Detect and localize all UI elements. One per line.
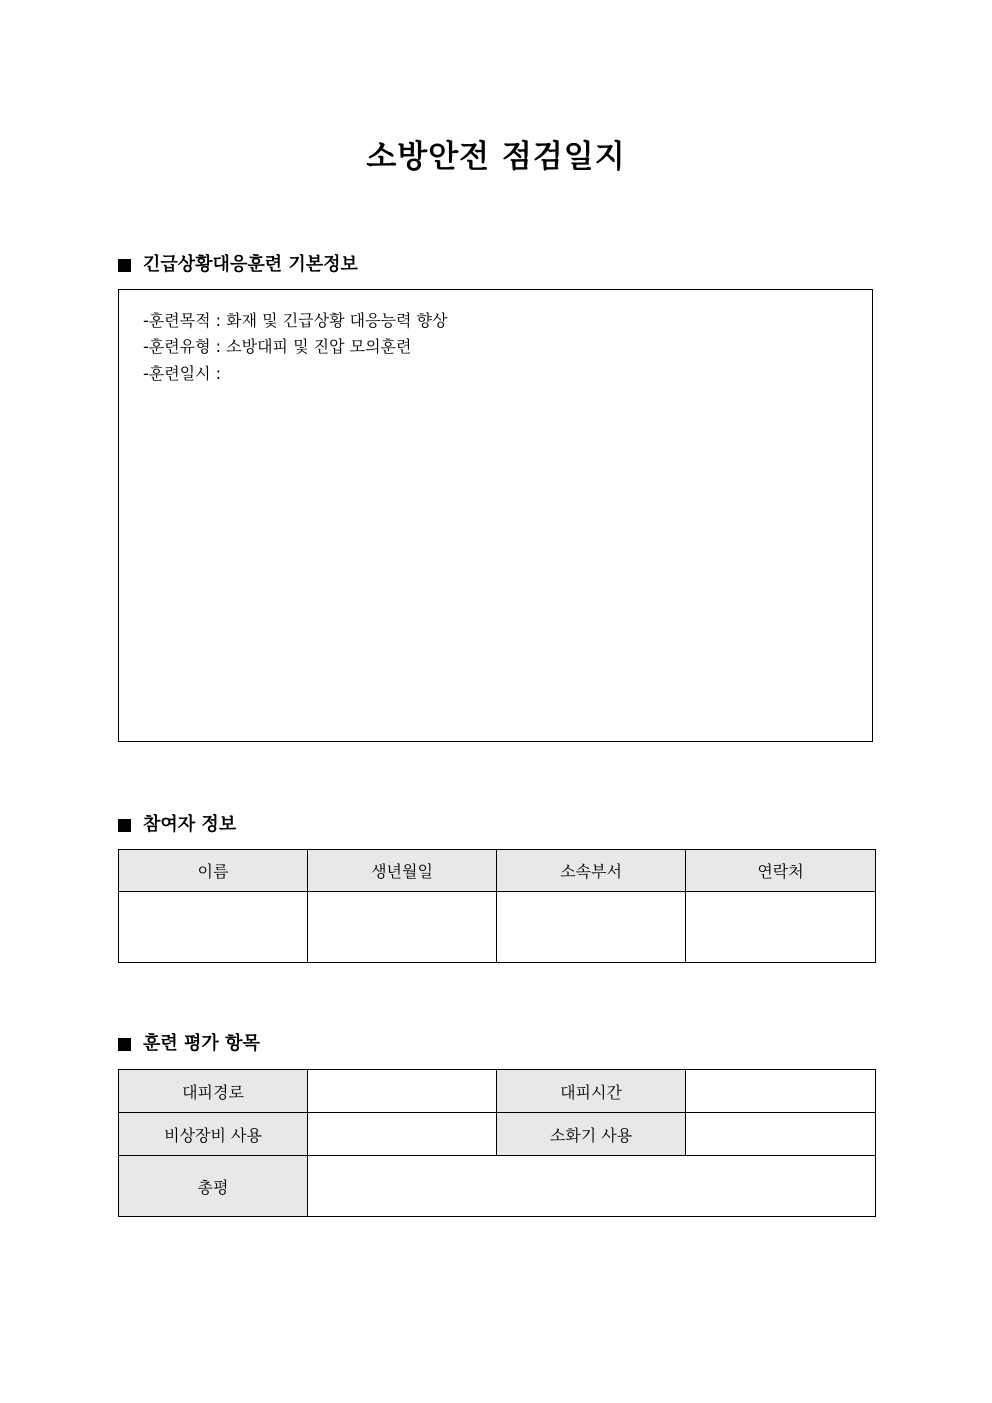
table-row — [119, 1156, 876, 1217]
section-basic-title: 긴급상황대응훈련 기본정보 — [143, 254, 358, 275]
section-basic-heading — [118, 251, 358, 279]
basic-info-box[interactable] — [118, 289, 873, 742]
section-participants-title: 참여자 정보 — [143, 814, 237, 835]
emergency-equipment-value[interactable] — [308, 1113, 497, 1156]
section-participants-heading — [118, 811, 236, 839]
emergency-equipment-label: 비상장비 사용 — [119, 1113, 308, 1156]
column-header-contact: 연락처 — [686, 850, 876, 892]
column-header-department: 소속부서 — [497, 850, 686, 892]
name-cell[interactable] — [119, 892, 308, 963]
participants-header-row — [119, 850, 876, 892]
evac-time-value[interactable] — [686, 1070, 876, 1113]
training-purpose-line: -훈련목적 : 화재 및 긴급상황 대응능력 향상 — [143, 311, 448, 330]
contact-cell[interactable] — [686, 892, 876, 963]
section-evaluation-heading — [118, 1030, 260, 1058]
overall-label: 총평 — [119, 1156, 308, 1217]
square-bullet-icon — [118, 819, 131, 832]
participants-table — [118, 849, 876, 963]
page-title: 소방안전 점검일지 — [366, 139, 626, 175]
column-header-name: 이름 — [119, 850, 308, 892]
evac-time-label: 대피시간 — [497, 1070, 686, 1113]
section-evaluation-title: 훈련 평가 항목 — [143, 1033, 260, 1054]
column-header-birthdate: 생년월일 — [308, 850, 497, 892]
evac-route-value[interactable] — [308, 1070, 497, 1113]
department-cell[interactable] — [497, 892, 686, 963]
square-bullet-icon — [118, 1038, 131, 1051]
training-type-line: -훈련유형 : 소방대피 및 진압 모의훈련 — [143, 337, 412, 356]
table-row — [119, 892, 876, 963]
evaluation-table — [118, 1069, 876, 1217]
evac-route-label: 대피경로 — [119, 1070, 308, 1113]
table-row — [119, 1070, 876, 1113]
square-bullet-icon — [118, 259, 131, 272]
training-datetime-line: -훈련일시 : — [143, 364, 222, 383]
overall-value[interactable] — [308, 1156, 876, 1217]
table-row — [119, 1113, 876, 1156]
extinguisher-value[interactable] — [686, 1113, 876, 1156]
extinguisher-label: 소화기 사용 — [497, 1113, 686, 1156]
birthdate-cell[interactable] — [308, 892, 497, 963]
